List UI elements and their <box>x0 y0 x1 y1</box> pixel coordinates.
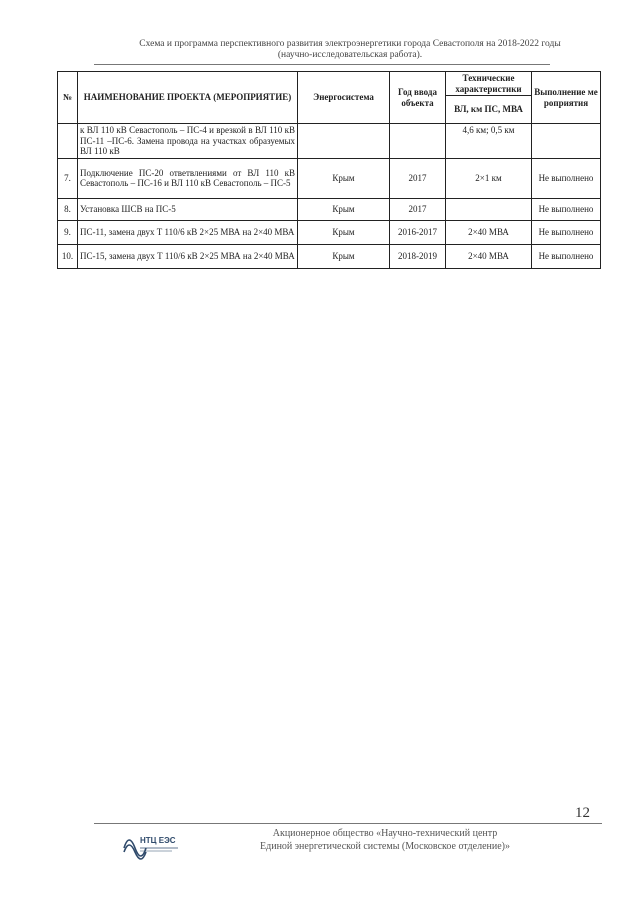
row-project-name: к ВЛ 110 кВ Севастополь – ПС-4 и врезкой в ВЛ 110 кВ ПС-11 –ПС-6. Замена провода на участках образуемых ВЛ 110 кВ <box>78 124 298 159</box>
row-year: 2018-2019 <box>390 244 446 268</box>
header-project-name: НАИМЕНОВАНИЕ ПРОЕКТА (МЕРОПРИЯТИЕ) <box>78 72 298 124</box>
row-energy-system: Крым <box>298 220 390 244</box>
table-row <box>58 124 601 159</box>
row-tech: 2×40 МВА <box>446 244 532 268</box>
footer-divider <box>94 823 602 824</box>
projects-table <box>57 71 601 269</box>
header-energy-system: Энергосистема <box>298 72 390 124</box>
table-row <box>58 158 601 198</box>
row-energy-system: Крым <box>298 244 390 268</box>
row-status: Не выполнено <box>532 244 601 268</box>
row-tech: 4,6 км; 0,5 км <box>446 124 532 159</box>
row-status: Не выполнено <box>532 198 601 220</box>
row-year: 2017 <box>390 198 446 220</box>
footer-line-2: Единой энергетической системы (Московское отделение)» <box>260 841 510 852</box>
header-line-2: (научно-исследовательская работа). <box>277 50 423 60</box>
company-logo <box>120 826 182 862</box>
row-status <box>532 124 601 159</box>
row-project-name: Установка ШСВ на ПС-5 <box>78 198 298 220</box>
row-energy-system <box>298 124 390 159</box>
row-tech <box>446 198 532 220</box>
table-row <box>58 220 601 244</box>
header-divider <box>94 64 550 65</box>
footer-line-1: Акционерное общество «Научно-технический центр <box>272 828 498 839</box>
row-energy-system: Крым <box>298 158 390 198</box>
row-energy-system: Крым <box>298 198 390 220</box>
row-status: Не выполнено <box>532 220 601 244</box>
table-row <box>58 244 601 268</box>
logo-text: НТЦ ЕЭС <box>140 836 176 845</box>
row-project-name: ПС-11, замена двух Т 110/6 кВ 2×25 МВА на 2×40 МВА <box>78 220 298 244</box>
header-status: Выполнение мероприятия <box>532 72 601 124</box>
row-tech: 2×1 км <box>446 158 532 198</box>
header-num: № <box>58 72 78 124</box>
row-year <box>390 124 446 159</box>
footer-organization <box>220 827 550 853</box>
row-num: 9. <box>58 220 78 244</box>
row-status: Не выполнено <box>532 158 601 198</box>
row-year: 2017 <box>390 158 446 198</box>
row-num: 7. <box>58 158 78 198</box>
table-header-row <box>58 72 601 96</box>
header-line-1: Схема и программа перспективного развития электроэнергетики города Севастополя на 2018-2022 годы <box>139 39 561 49</box>
page-number: 12 <box>575 805 590 821</box>
row-num: 8. <box>58 198 78 220</box>
row-tech: 2×40 МВА <box>446 220 532 244</box>
row-num <box>58 124 78 159</box>
row-project-name: ПС-15, замена двух Т 110/6 кВ 2×25 МВА на 2×40 МВА <box>78 244 298 268</box>
header-tech-units: ВЛ, км ПС, МВА <box>446 96 532 124</box>
row-year: 2016-2017 <box>390 220 446 244</box>
row-num: 10. <box>58 244 78 268</box>
table-row <box>58 198 601 220</box>
document-header <box>90 39 610 61</box>
row-project-name: Подключение ПС-20 ответвлениями от ВЛ 110 кВ Севастополь – ПС-16 и ВЛ 110 кВ Севастополь – ПС-5 <box>78 158 298 198</box>
header-commission-year: Год ввода объекта <box>390 72 446 124</box>
header-tech-characteristics: Технические характеристики <box>446 72 532 96</box>
